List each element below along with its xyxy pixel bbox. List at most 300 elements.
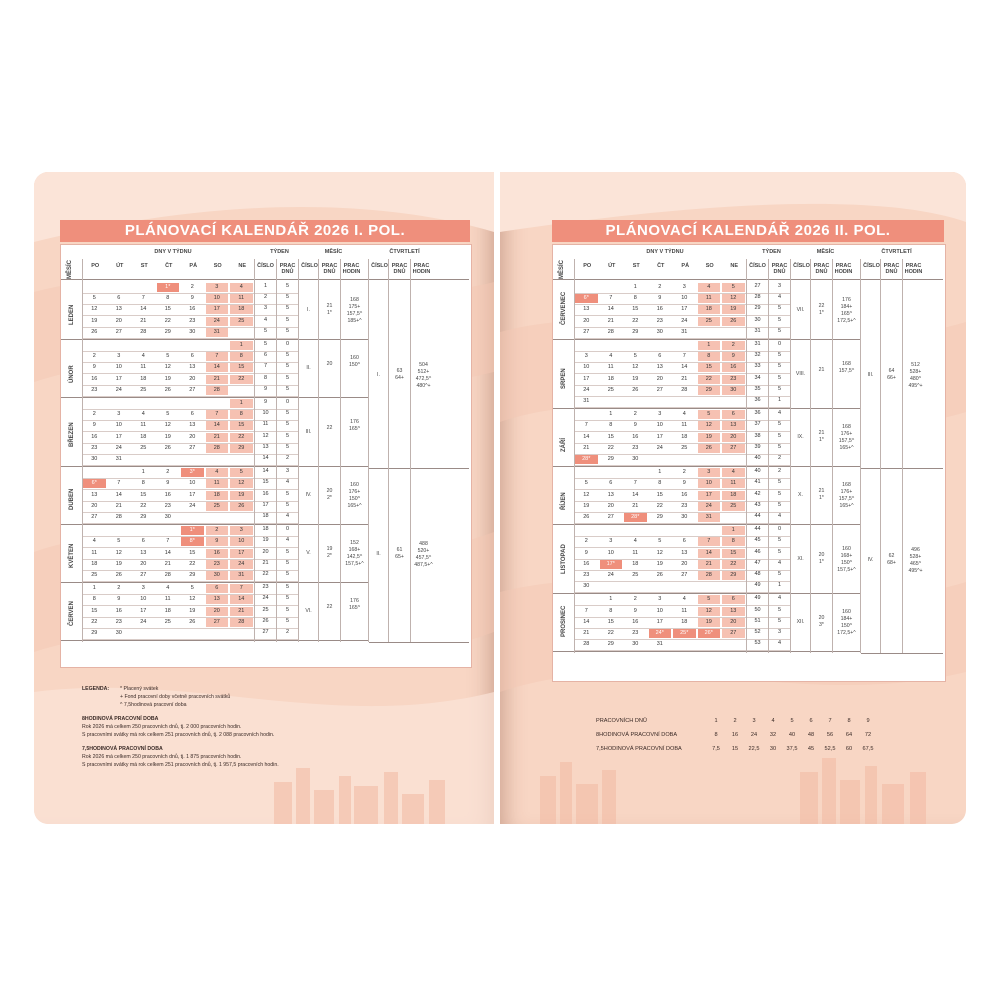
calendar-day (132, 629, 155, 638)
month-name: BŘEZEN (69, 421, 75, 447)
summary-value: 56 (826, 732, 834, 738)
calendar-day: 29 (607, 641, 614, 648)
work-days-in-week: 5 (285, 501, 290, 508)
calendar-day: 22 (607, 630, 614, 636)
week-number: 19 (262, 537, 269, 544)
calendar-day: 2 (190, 284, 194, 290)
column-header: PRAC DNŮ (813, 263, 830, 275)
column-rule (746, 259, 747, 653)
summary-value: 67,5 (862, 746, 874, 752)
calendar-day (575, 341, 598, 350)
calendar-day: 12 (91, 306, 98, 313)
calendar-day: 23 (91, 386, 98, 393)
calendar-day: 28 (230, 618, 253, 627)
calendar-day: 7 (584, 607, 588, 614)
calendar-day: 13 (189, 364, 196, 371)
work-days-in-week: 5 (777, 548, 782, 555)
calendar-day: 3 (658, 596, 662, 603)
calendar-day: 20 (656, 375, 663, 382)
column-header: DNY V TÝDNU (646, 249, 684, 255)
calendar-day: 23 (632, 630, 639, 636)
work-days-in-week: 5 (285, 305, 290, 312)
calendar-day: 24 (140, 618, 147, 625)
legend-item: ^ 7,5hodinová pracovní doba (120, 702, 187, 708)
calendar-day (649, 397, 672, 406)
week-number: 33 (754, 363, 761, 370)
month-name: ČERVEN (69, 601, 75, 627)
calendar-day (206, 341, 229, 350)
calendar-day: 9 (633, 422, 637, 429)
work-days-in-week: 3 (777, 283, 782, 289)
calendar-day: 17 (115, 375, 122, 382)
quarter-work-hours: 496 528+ 465^ 495^+ (908, 546, 923, 574)
calendar-day: 3 (698, 468, 721, 477)
calendar-day: 3 (609, 538, 613, 545)
calendar-day: 8 (698, 352, 721, 361)
calendar-day: 18 (722, 491, 745, 500)
calendar-day: 4 (609, 353, 613, 360)
column-header: ČTVRTLETÍ (389, 249, 420, 255)
work-days-in-week: 0 (777, 526, 782, 533)
calendar-day: 1 (92, 585, 96, 592)
calendar-day: 18 (681, 618, 688, 625)
calendar-day: 21 (607, 317, 614, 324)
calendar-day: 26 (189, 618, 196, 625)
summary-value: 2 (733, 718, 737, 724)
calendar-day: 7 (584, 422, 588, 429)
calendar-day (575, 410, 598, 419)
calendar-day (698, 397, 721, 406)
quarter-number: IV. (867, 556, 874, 563)
month-name: LEDEN (69, 304, 75, 325)
calendar-day: 22 (164, 317, 171, 324)
calendar-day: 30 (656, 328, 663, 335)
calendar-day: 19 (189, 607, 196, 614)
week-number: 27 (754, 283, 761, 289)
calendar-day (673, 582, 696, 591)
summary-value: 52,5 (824, 746, 836, 752)
work-days-in-week: 5 (777, 617, 782, 624)
work-days-in-week: 1 (777, 397, 782, 403)
month-work-days: 21 1* (818, 430, 825, 444)
calendar-day: 8 (166, 295, 170, 302)
calendar-day: 13 (91, 491, 98, 498)
calendar-day (83, 526, 106, 535)
calendar-day: 20 (607, 502, 614, 509)
calendar-day (181, 629, 204, 638)
calendar-day: 13 (656, 364, 663, 371)
work-days-in-week: 4 (285, 537, 290, 544)
calendar-day: 15 (607, 433, 614, 440)
calendar-day: 27 (140, 572, 147, 578)
calendar-day: 23 (632, 444, 639, 451)
calendar-day: 21 (206, 433, 229, 442)
work-days-in-week: 5 (777, 606, 782, 613)
calendar-day: 4 (230, 283, 253, 292)
calendar-day: 22 (230, 375, 253, 384)
work-days-in-week: 5 (285, 432, 290, 439)
calendar-day: 29 (91, 630, 98, 636)
day-header: PO (91, 263, 100, 269)
quarter-number: I. (377, 371, 380, 378)
work-days-in-week: 5 (285, 283, 290, 289)
week-number: 17 (262, 501, 269, 508)
calendar-day (157, 526, 180, 535)
week-number: 7 (263, 363, 268, 370)
month-rule (553, 339, 861, 340)
calendar-day: 5 (698, 410, 721, 419)
quarter-number: II. (376, 551, 381, 558)
calendar-day: 21 (583, 630, 590, 636)
month-rule (553, 408, 861, 409)
calendar-day: 20 (189, 433, 196, 440)
week-number: 40 (754, 468, 761, 475)
calendar-day: 12 (115, 549, 122, 556)
calendar-day: 1 (633, 284, 637, 290)
calendar-day: 4 (166, 585, 170, 592)
calendar-day: 25 (698, 317, 721, 326)
calendar-day: 28 (681, 386, 688, 393)
calendar-day: 9 (117, 596, 121, 603)
calendar-day: 21 (115, 502, 122, 509)
month-number: V. (306, 550, 311, 557)
calendar-day: 18 (140, 375, 147, 382)
week-number: 32 (754, 352, 761, 359)
legend-item: * Placený svátek (120, 686, 159, 692)
calendar-day: 24 (681, 317, 688, 324)
summary-value: 9 (866, 718, 870, 724)
calendar-day: 23 (681, 502, 688, 509)
calendar-day (181, 513, 204, 522)
month-number: VII. (796, 307, 805, 313)
work-days-in-week: 5 (285, 410, 290, 417)
calendar-day: 10 (698, 479, 721, 488)
calendar-day: 4 (92, 538, 96, 545)
section-8h-line: Rok 2026 má celkem 250 pracovních dnů, tj. 2 000 pracovních hodin. (82, 724, 242, 730)
calendar-day: 15 (230, 421, 253, 430)
month-work-hours: 168 176+ 157,5^ 165+^ (838, 482, 855, 510)
calendar-day (698, 526, 721, 535)
column-header: PRAC DNŮ (279, 263, 296, 275)
calendar-day: 13 (722, 607, 745, 616)
calendar-day: 4 (698, 283, 721, 292)
month-work-hours: 176 165^ (348, 418, 361, 432)
calendar-day: 26* (698, 629, 721, 638)
work-days-in-week: 5 (777, 421, 782, 428)
calendar-day: 26 (583, 514, 590, 520)
week-number: 24 (262, 595, 269, 602)
calendar-day: 30 (206, 571, 229, 580)
month-number: VI. (305, 608, 312, 615)
calendar-day: 14 (583, 618, 590, 625)
calendar-day: 2 (584, 538, 588, 545)
calendar-day: 9 (206, 537, 229, 546)
calendar-day: 7 (206, 352, 229, 361)
calendar-day: 15 (164, 306, 171, 313)
quarter-rule (861, 653, 944, 654)
week-number: 44 (754, 526, 761, 533)
column-rule (768, 259, 769, 653)
calendar-day: 9 (92, 422, 96, 429)
week-number: 9 (263, 399, 268, 405)
calendar-day: 18 (632, 560, 639, 567)
work-days-in-week: 5 (777, 501, 782, 508)
column-header: TÝDEN (762, 249, 781, 255)
calendar-day: 29 (140, 514, 147, 520)
day-header: ÚT (116, 263, 124, 269)
calendar-day: 25 (607, 386, 614, 393)
calendar-day: 6 (190, 353, 194, 360)
calendar-day: 3 (230, 526, 253, 535)
calendar-day: 15 (140, 491, 147, 498)
calendar-day: 5 (230, 468, 253, 477)
calendar-day: 18 (607, 375, 614, 382)
column-rule (388, 259, 389, 642)
day-header: PO (583, 263, 592, 269)
work-days-in-week: 0 (285, 341, 290, 347)
calendar-day: 27 (656, 386, 663, 393)
column-header: MĚSÍC (816, 249, 835, 255)
week-number: 1 (263, 283, 268, 289)
calendar-day: 11 (140, 364, 147, 371)
calendar-day: 5 (633, 353, 637, 360)
column-rule (790, 259, 791, 653)
calendar-day: 9 (584, 549, 588, 556)
column-rule (574, 259, 575, 653)
calendar-day: 24* (649, 629, 672, 638)
calendar-day (181, 399, 204, 408)
calendar-day (108, 283, 131, 292)
week-number: 26 (262, 617, 269, 624)
week-number: 35 (754, 385, 761, 392)
calendar-day: 23 (206, 560, 229, 569)
calendar-day: 25 (632, 572, 639, 578)
calendar-day: 25 (91, 572, 98, 578)
week-number: 41 (754, 479, 761, 486)
calendar-day: 16 (206, 549, 229, 558)
calendar-day: 2 (633, 411, 637, 418)
calendar-day: 15 (722, 549, 745, 558)
calendar-day: 24 (583, 386, 590, 393)
calendar-day: 8 (141, 480, 145, 487)
calendar-day (575, 283, 598, 292)
summary-value: 45 (807, 746, 815, 752)
calendar-day (624, 341, 647, 350)
work-days-in-week: 0 (285, 526, 290, 533)
calendar-day: 6 (682, 538, 686, 545)
calendar-day: 17 (583, 375, 590, 382)
calendar-day (722, 513, 745, 522)
calendar-day: 19 (656, 560, 663, 567)
week-number: 31 (754, 341, 761, 347)
calendar-day: 26 (164, 386, 171, 393)
week-number: 48 (754, 571, 761, 577)
work-days-in-week: 5 (777, 363, 782, 370)
calendar-day: 24 (115, 386, 122, 393)
calendar-day (600, 582, 623, 591)
week-number: 36 (754, 397, 761, 403)
column-rule (276, 259, 277, 642)
month-number: IV. (305, 492, 312, 499)
summary-value: 4 (771, 718, 775, 724)
summary-value: 7 (828, 718, 832, 724)
month-number: XI. (797, 555, 804, 562)
calendar-day: 13 (583, 306, 590, 313)
day-header: ST (632, 263, 640, 269)
week-number: 2 (263, 294, 268, 301)
week-number: 37 (754, 421, 761, 428)
calendar-day: 13 (140, 549, 147, 556)
calendar-day: 6 (190, 411, 194, 418)
hours-summary-table (596, 718, 896, 760)
quarter-work-days: 63 64+ (395, 367, 404, 381)
calendar-day: 6 (141, 538, 145, 545)
column-header: PRAC HODIN (412, 263, 431, 275)
summary-row (596, 718, 896, 732)
calendar-day: 14 (206, 363, 229, 372)
month-work-days: 22 1* (818, 303, 825, 316)
calendar-day: 16 (722, 363, 745, 372)
calendar-day: 22 (656, 502, 663, 509)
calendar-day: 28 (206, 444, 229, 453)
work-days-in-week: 3 (777, 629, 782, 635)
calendar-day: 2 (658, 284, 662, 290)
calendar-day: 25 (230, 317, 253, 326)
week-number: 14 (262, 468, 269, 475)
calendar-day: 24 (206, 317, 229, 326)
calendar-day: 16 (91, 375, 98, 382)
column-rule (860, 259, 861, 653)
work-days-in-week: 1 (777, 582, 782, 589)
column-rule (82, 259, 83, 642)
week-number: 27 (262, 629, 269, 635)
work-days-in-week: 2 (777, 468, 782, 475)
calendar-day: 27 (115, 328, 122, 335)
calendar-day: 6 (722, 595, 745, 604)
week-number: 36 (754, 410, 761, 417)
calendar-day: 6* (575, 294, 598, 303)
month-name: PROSINEC (561, 606, 567, 638)
calendar-day: 22 (632, 317, 639, 324)
calendar-day: 25 (164, 618, 171, 625)
calendar-day: 6 (609, 480, 613, 487)
calendar-day: 1* (181, 526, 204, 535)
calendar-day (722, 397, 745, 406)
calendar-day: 5 (166, 411, 170, 418)
quarter-number: III. (867, 371, 874, 378)
summary-label: PRACOVNÍCH DNŮ (596, 718, 647, 724)
calendar-day: 24 (230, 560, 253, 569)
calendar-day (108, 399, 131, 408)
calendar-day: 8 (92, 596, 96, 603)
week-number: 25 (262, 606, 269, 613)
column-header: DNY V TÝDNU (154, 249, 192, 255)
month-work-hours: 160 150^ (348, 355, 361, 368)
summary-value: 8 (847, 718, 851, 724)
calendar-day: 17 (698, 491, 721, 500)
calendar-day: 10 (681, 295, 688, 302)
week-number: 20 (262, 548, 269, 555)
work-days-in-week: 5 (777, 571, 782, 577)
week-number: 11 (262, 421, 269, 428)
calendar-day (600, 526, 623, 535)
week-number: 10 (262, 410, 269, 417)
week-number: 23 (262, 584, 269, 591)
week-number: 38 (754, 432, 761, 439)
summary-value: 5 (790, 718, 794, 724)
calendar-day: 26 (115, 572, 122, 578)
calendar-day: 15 (656, 491, 663, 498)
work-days-in-week: 0 (285, 399, 290, 405)
calendar-day (181, 455, 204, 464)
month-number: II. (306, 365, 311, 371)
work-days-in-week: 5 (285, 559, 290, 566)
week-number: 15 (262, 479, 269, 486)
calendar-day: 27 (681, 572, 688, 578)
month-work-days: 19 2* (326, 546, 333, 560)
calendar-day: 29 (698, 386, 721, 395)
calendar-day: 7 (117, 480, 121, 487)
column-header: PRAC DNŮ (771, 263, 788, 275)
calendar-day: 20 (681, 560, 688, 567)
column-header: MĚSÍC (559, 259, 565, 279)
calendar-day (673, 640, 696, 649)
calendar-day: 23 (91, 444, 98, 451)
month-work-days: 21 (818, 366, 825, 373)
calendar-day: 5 (658, 538, 662, 545)
right-page-title: PLÁNOVACÍ KALENDÁŘ 2026 II. POL. (552, 220, 944, 242)
calendar-day: 1 (722, 526, 745, 535)
calendar-day (673, 341, 696, 350)
calendar-day (575, 526, 598, 535)
calendar-day: 25 (140, 444, 147, 451)
month-rule (61, 466, 369, 467)
column-header: PRAC DNŮ (321, 263, 338, 275)
calendar-day: 7 (633, 480, 637, 487)
calendar-day: 6 (117, 295, 121, 302)
calendar-day: 13 (115, 306, 122, 313)
week-number: 34 (754, 374, 761, 381)
calendar-day: 14 (230, 595, 253, 604)
calendar-day (108, 526, 131, 535)
work-days-in-week: 5 (285, 606, 290, 613)
work-days-in-week: 5 (285, 443, 290, 450)
column-header: PRAC HODIN (834, 263, 853, 275)
month-name: DUBEN (69, 488, 75, 511)
calendar-day (83, 283, 106, 292)
calendar-day: 14 (681, 364, 688, 371)
calendar-day: 11 (681, 607, 688, 614)
calendar-day (230, 386, 253, 395)
month-work-hours: 152 168+ 142,5^ 157,5+^ (345, 540, 364, 568)
calendar-day: 9 (166, 480, 170, 487)
calendar-day: 27 (607, 514, 614, 520)
calendar-day: 15 (607, 618, 614, 625)
calendar-day: 27 (206, 618, 229, 627)
calendar-day: 9 (633, 607, 637, 614)
calendar-day: 2 (682, 469, 686, 476)
day-header: SO (705, 263, 714, 269)
quarter-work-hours: 488 520+ 457,5^ 487,5+^ (414, 541, 433, 569)
calendar-day: 11 (632, 549, 639, 556)
calendar-day: 10 (656, 422, 663, 429)
month-name: KVĚTEN (69, 543, 75, 569)
calendar-day: 8 (230, 410, 253, 419)
calendar-day: 21 (681, 375, 688, 382)
month-name: LISTOPAD (561, 544, 567, 574)
calendar-day: 3 (141, 585, 145, 592)
calendar-day: 2 (117, 585, 121, 592)
